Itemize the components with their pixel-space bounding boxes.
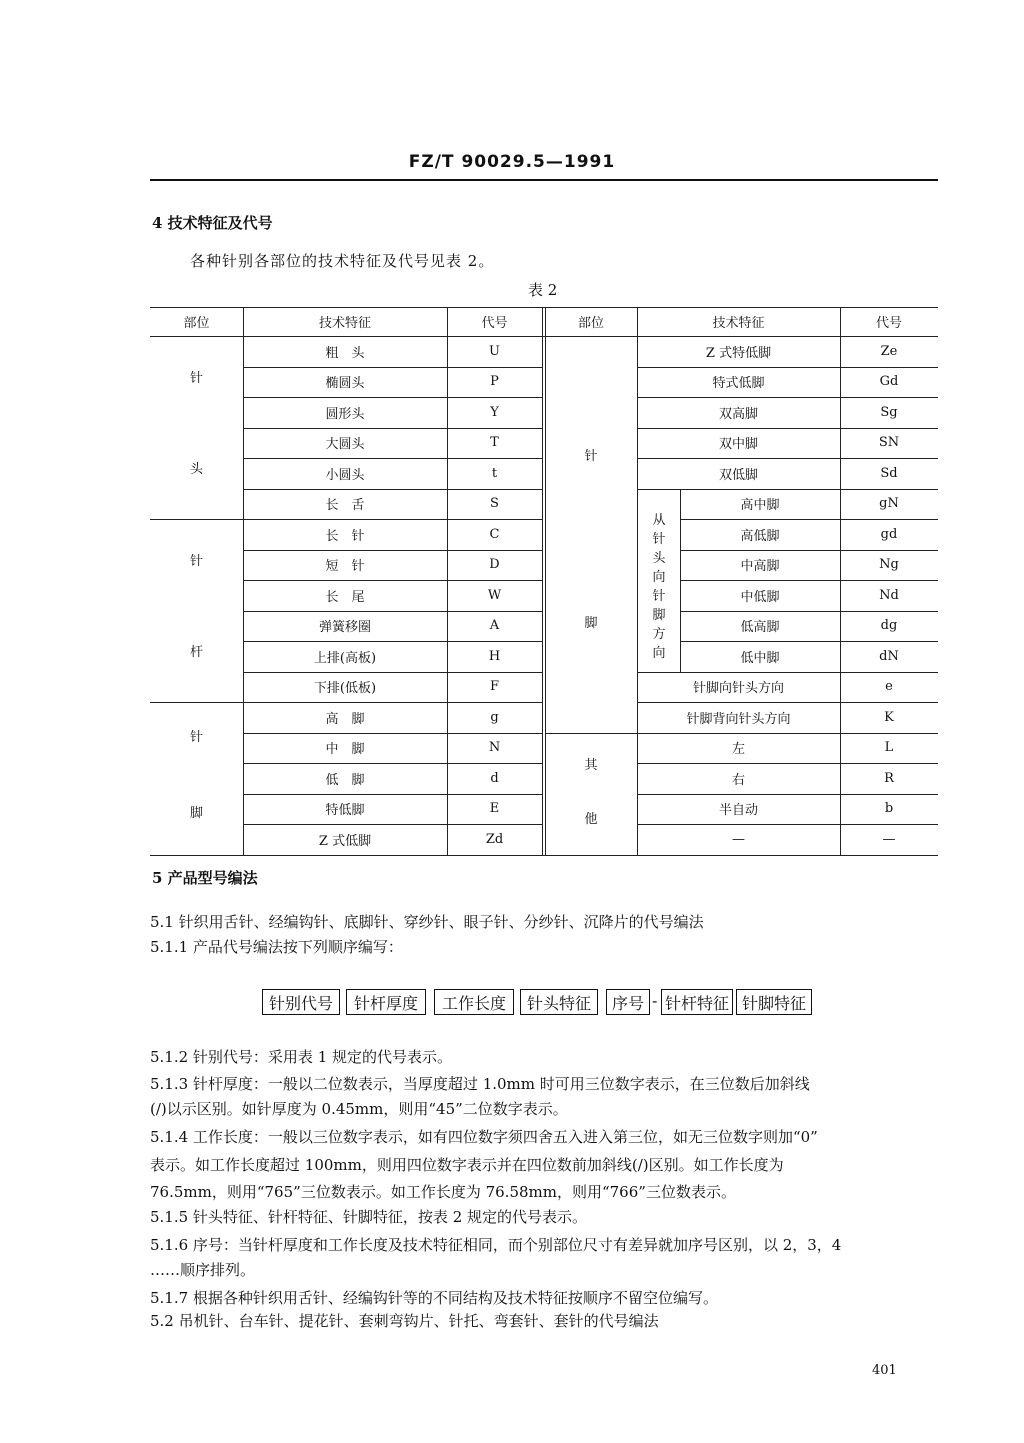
table-cell-feature: 长 舌 — [325, 498, 365, 514]
table-cell-code-2: Ze — [880, 343, 898, 359]
table-cell-code: A — [489, 618, 500, 634]
table-cell-feature-2: 针脚向针头方向 — [692, 681, 784, 697]
clause-5-1-1: 5.1.1 产品代号编法按下列顺序编写： — [150, 938, 403, 956]
table-cell-code-2: gd — [880, 526, 898, 542]
table-cell-feature-2: 右 — [731, 772, 745, 788]
table-cell-code-2: gN — [879, 496, 899, 512]
table-caption: 表 2 — [528, 281, 558, 299]
table-cell-feature: 弹簧移圈 — [318, 620, 371, 636]
table-cell-code-2: e — [885, 679, 893, 695]
table-cell-code: Y — [490, 404, 499, 420]
clause-5-1-5: 5.1.5 针头特征、针杆特征、针脚特征，按表 2 规定的代号表示。 — [150, 1208, 588, 1226]
table-cell-feature: 圆形头 — [325, 406, 365, 422]
row-rule-2 — [545, 733, 938, 734]
table-cell-feature-2: Z 式特低脚 — [705, 345, 772, 361]
row-rule-2 — [680, 611, 938, 612]
clause-5-1-2: 5.1.2 针别代号：采用表 1 规定的代号表示。 — [150, 1048, 453, 1066]
table-bottom-rule — [150, 855, 938, 856]
table-cell-feature-2: 高低脚 — [740, 528, 780, 544]
table-cell-code: C — [489, 526, 500, 542]
clause-5-1-4-line2: 表示。如工作长度超过 100mm，则用四位数字表示并在四位数前加斜线(/)区别。如工作长度为 — [150, 1156, 784, 1174]
table-cell-feature-2: 左 — [731, 742, 745, 758]
table-cell-feature: Z 式低脚 — [318, 833, 372, 849]
table-cell-code: D — [489, 557, 500, 573]
table-cell-code: S — [490, 496, 499, 512]
clause-5-1-6-line2: ……顺序排列。 — [150, 1261, 256, 1279]
table-cell-feature-2: 中低脚 — [740, 589, 780, 605]
table-cell-code-2: Nd — [879, 587, 899, 603]
box-shank-thickness: 针杆厚度 — [346, 989, 426, 1015]
table-cell-feature-2: 中高脚 — [740, 559, 780, 575]
row-rule-2 — [637, 458, 938, 459]
table-cell-feature: 上排(高板) — [313, 650, 377, 666]
table-cell-code-2: b — [884, 801, 894, 817]
table-cell-feature: 特低脚 — [325, 803, 365, 819]
table-cell-feature: 大圆头 — [325, 437, 365, 453]
row-rule — [243, 367, 542, 368]
group-label-top: 针 — [189, 553, 203, 569]
table-cell-code: E — [489, 801, 500, 817]
table-cell-feature: 小圆头 — [325, 467, 365, 483]
row-rule — [243, 489, 542, 490]
table-cell-code: t — [491, 465, 498, 481]
table-cell-feature: 短 针 — [325, 559, 365, 575]
group-label-top: 针 — [189, 370, 203, 386]
clause-5-1-6-line1: 5.1.6 序号：当针杆厚度和工作长度及技术特征相同，而个别部位尺寸有差异就加序号区别，以 2，3，4 — [150, 1236, 842, 1254]
clause-5-2: 5.2 吊机针、台车针、提花针、套刺弯钩片、针托、弯套针、套针的代号编法 — [150, 1312, 659, 1330]
group-label-bottom-2: 他 — [584, 812, 598, 828]
table-cell-feature-2: 针脚背向针头方向 — [686, 711, 791, 727]
table-cell-feature: 椭圆头 — [325, 376, 365, 392]
row-rule-2 — [637, 763, 938, 764]
table-cell-code: F — [489, 679, 500, 695]
table-cell-feature-2: — — [732, 831, 745, 847]
group-label-top-2: 其 — [584, 757, 598, 773]
group-label-top: 针 — [189, 730, 203, 746]
group-label-bottom: 杆 — [189, 645, 203, 661]
header-code: 代号 — [481, 316, 508, 331]
table-cell-code: g — [490, 709, 499, 725]
table-cell-feature-2: 低中脚 — [740, 650, 780, 666]
table-cell-code-2: L — [884, 740, 894, 756]
row-rule — [150, 519, 542, 520]
row-rule-2 — [680, 519, 938, 520]
sub-group-label: 从针头向针脚方向 — [652, 512, 666, 661]
row-rule — [243, 428, 542, 429]
section-4-heading: 4 技术特征及代号 — [152, 214, 273, 232]
table-cell-feature: 中 脚 — [325, 742, 365, 758]
clause-5-1-4-line1: 5.1.4 工作长度：一般以三位数字表示，如有四位数字须四舍五入进入第三位，如无三位数字则加“0” — [150, 1128, 818, 1146]
table-cell-code-2: — — [882, 831, 896, 847]
header-feature: 技术特征 — [318, 316, 371, 331]
clause-5-1-7: 5.1.7 根据各种针织用舌针、经编钩针等的不同结构及技术特征按顺序不留空位编写。 — [150, 1289, 718, 1307]
row-rule — [243, 733, 542, 734]
table-cell-feature: 下排(低板) — [313, 681, 377, 697]
table-cell-code: Zd — [485, 831, 504, 847]
row-rule — [243, 458, 542, 459]
row-rule — [243, 672, 542, 673]
table-cell-feature: 低 脚 — [325, 772, 365, 788]
box-serial-number: 序号 — [606, 989, 650, 1015]
table-cell-code: U — [489, 343, 500, 359]
row-rule-2 — [637, 672, 938, 673]
row-rule — [243, 824, 542, 825]
row-rule-2 — [637, 489, 938, 490]
table-cell-code: P — [490, 374, 499, 390]
header-part-2: 部位 — [577, 316, 604, 331]
box-shank-feature: 针杆特征 — [661, 989, 733, 1015]
box-butt-feature: 针脚特征 — [736, 989, 812, 1015]
table-cell-feature: 高 脚 — [325, 711, 365, 727]
row-rule — [243, 397, 542, 398]
table-cell-code-2: Gd — [879, 374, 899, 390]
table-cell-code-2: dg — [880, 618, 898, 634]
header-rule — [150, 179, 938, 181]
row-rule-2 — [680, 580, 938, 581]
row-rule-2 — [637, 794, 938, 795]
vline-code — [542, 307, 543, 855]
table-cell-code-2: R — [884, 770, 894, 786]
box-head-feature: 针头特征 — [520, 989, 598, 1015]
row-rule-2 — [637, 397, 938, 398]
header-feature-2: 技术特征 — [712, 316, 765, 331]
row-rule — [243, 763, 542, 764]
header-part: 部位 — [183, 316, 210, 331]
table-cell-code-2: SN — [878, 435, 900, 451]
table-cell-feature-2: 高中脚 — [740, 498, 780, 514]
clause-5-1: 5.1 针织用舌针、经编钩针、底脚针、穿纱针、眼子针、分纱针、沉降片的代号编法 — [150, 913, 704, 931]
table-cell-code-2: K — [884, 709, 894, 725]
row-rule — [243, 611, 542, 612]
box-dash: - — [652, 991, 658, 1010]
row-rule-2 — [637, 367, 938, 368]
row-rule-2 — [637, 824, 938, 825]
page-number: 401 — [872, 1363, 897, 1378]
table-cell-feature: 长 针 — [325, 528, 365, 544]
table-cell-feature-2: 双低脚 — [718, 467, 758, 483]
table-cell-feature: 长 尾 — [325, 589, 365, 605]
table-cell-code: W — [487, 587, 502, 603]
table-cell-feature-2: 双中脚 — [718, 437, 758, 453]
table-cell-feature-2: 特式低脚 — [712, 376, 765, 392]
table-cell-code-2: Sg — [880, 404, 898, 420]
table-cell-feature-2: 半自动 — [718, 803, 758, 819]
clause-5-1-3-line1: 5.1.3 针杆厚度：一般以二位数表示，当厚度超过 1.0mm 时可用三位数字表示，在三位数后加斜线 — [150, 1075, 810, 1093]
row-rule-2 — [680, 550, 938, 551]
row-rule-2 — [680, 641, 938, 642]
table-cell-feature-2: 双高脚 — [718, 406, 758, 422]
table-cell-feature-2: 低高脚 — [740, 620, 780, 636]
table-cell-code: d — [490, 770, 499, 786]
group-label-bottom: 脚 — [189, 806, 203, 822]
table-cell-feature: 粗 头 — [325, 345, 365, 361]
row-rule-2 — [637, 702, 938, 703]
section-5-heading: 5 产品型号编法 — [152, 869, 258, 887]
table-cell-code: N — [488, 740, 501, 756]
table-cell-code: T — [490, 435, 499, 451]
table-cell-code: H — [488, 648, 501, 664]
row-rule — [243, 550, 542, 551]
group-label-bottom-2: 脚 — [584, 615, 598, 631]
row-rule-2 — [637, 428, 938, 429]
table-cell-code-2: dN — [879, 648, 899, 664]
clause-5-1-3-line2: (/)以示区别。如针厚度为 0.45mm，则用“45”二位数字表示。 — [150, 1100, 568, 1118]
clause-5-1-4-line3: 76.5mm，则用“765”三位数表示。如工作长度为 76.58mm，则用“766”三位数表示。 — [150, 1183, 736, 1201]
group-label-top-2: 针 — [584, 449, 598, 465]
table-cell-code-2: Ng — [879, 557, 899, 573]
row-rule — [150, 702, 542, 703]
section-4-intro: 各种针别各部位的技术特征及代号见表 2。 — [190, 252, 495, 270]
box-working-length: 工作长度 — [434, 989, 514, 1015]
header-code-2: 代号 — [875, 316, 902, 331]
table-cell-code-2: Sd — [880, 465, 898, 481]
row-rule — [243, 580, 542, 581]
document-code: FZ/T 90029.5—1991 — [408, 152, 616, 172]
row-rule — [243, 794, 542, 795]
table-2 — [150, 307, 938, 855]
group-label-bottom: 头 — [189, 462, 203, 478]
row-rule — [243, 641, 542, 642]
box-needle-type-code: 针别代号 — [262, 989, 340, 1015]
